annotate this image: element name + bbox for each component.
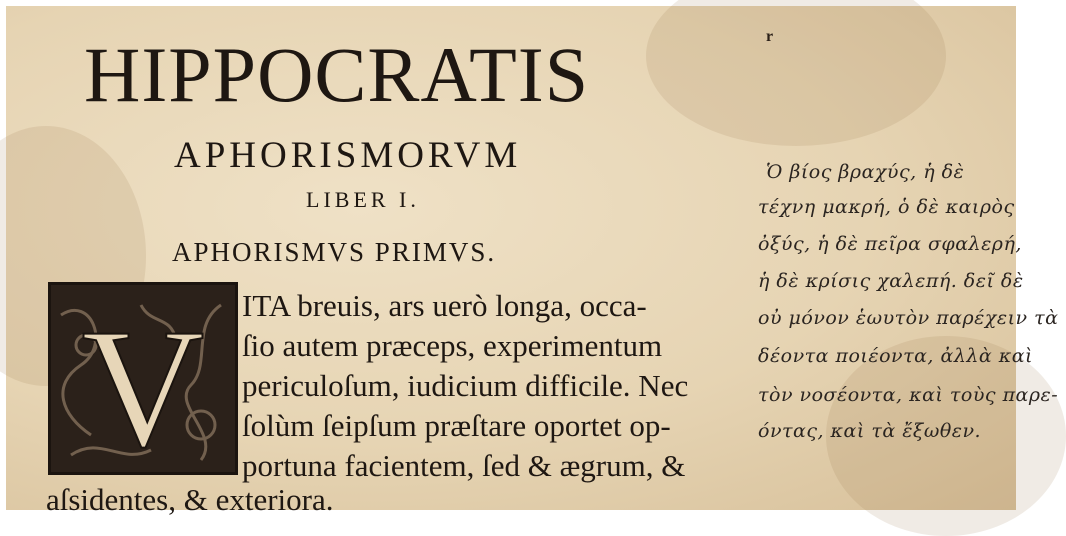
book-page-photo bbox=[6, 6, 1059, 517]
body-line: ſolùm ſeipſum præſtare oportet op- bbox=[242, 408, 671, 443]
body-line: ITA breuis, ars uerò longa, occa- bbox=[242, 288, 647, 323]
annotation-line: τὸν νοσέοντα, καὶ τοὺς παρε- bbox=[758, 384, 1059, 406]
decorated-initial bbox=[48, 282, 238, 482]
annotation-line: τέχνη μακρή, ὁ δὲ καιρὸς bbox=[758, 196, 1015, 218]
annotation-line: Ὁ βίος βραχύς, ἡ δὲ bbox=[766, 161, 965, 183]
initial-letter: V bbox=[81, 294, 205, 482]
ornament-icon bbox=[51, 285, 235, 482]
body-line: periculoſum, iudicium difficile. Nec bbox=[242, 368, 689, 403]
annotation-line: όντας, καὶ τὰ ἔξωθεν. bbox=[758, 420, 982, 442]
annotation-line: ἡ δὲ κρίσις χαλεπή. δεῖ δὲ bbox=[758, 270, 1024, 292]
page-mark: r bbox=[766, 28, 774, 45]
book-number: LIBER I. bbox=[306, 187, 420, 212]
page-title: HIPPOCRATIS bbox=[84, 31, 590, 118]
body-line: ſio autem præceps, experimentum bbox=[242, 328, 663, 363]
aphorism-heading: APHORISMVS PRIMVS. bbox=[172, 237, 497, 267]
annotation-line: οὐ μόνον ἑωυτὸν παρέχειν τὰ bbox=[758, 307, 1059, 329]
annotation-line: ὀξύς, ἡ δὲ πεῖρα σφαλερή, bbox=[758, 233, 1022, 255]
annotation-line: δέοντα ποιέοντα, ἀλλὰ καὶ bbox=[758, 345, 1034, 367]
body-line: aſsidentes, & exteriora. bbox=[46, 482, 334, 517]
body-line: portuna facientem, ſed & ægrum, & bbox=[242, 448, 686, 483]
page-subtitle: APHORISMORVM bbox=[174, 135, 522, 176]
